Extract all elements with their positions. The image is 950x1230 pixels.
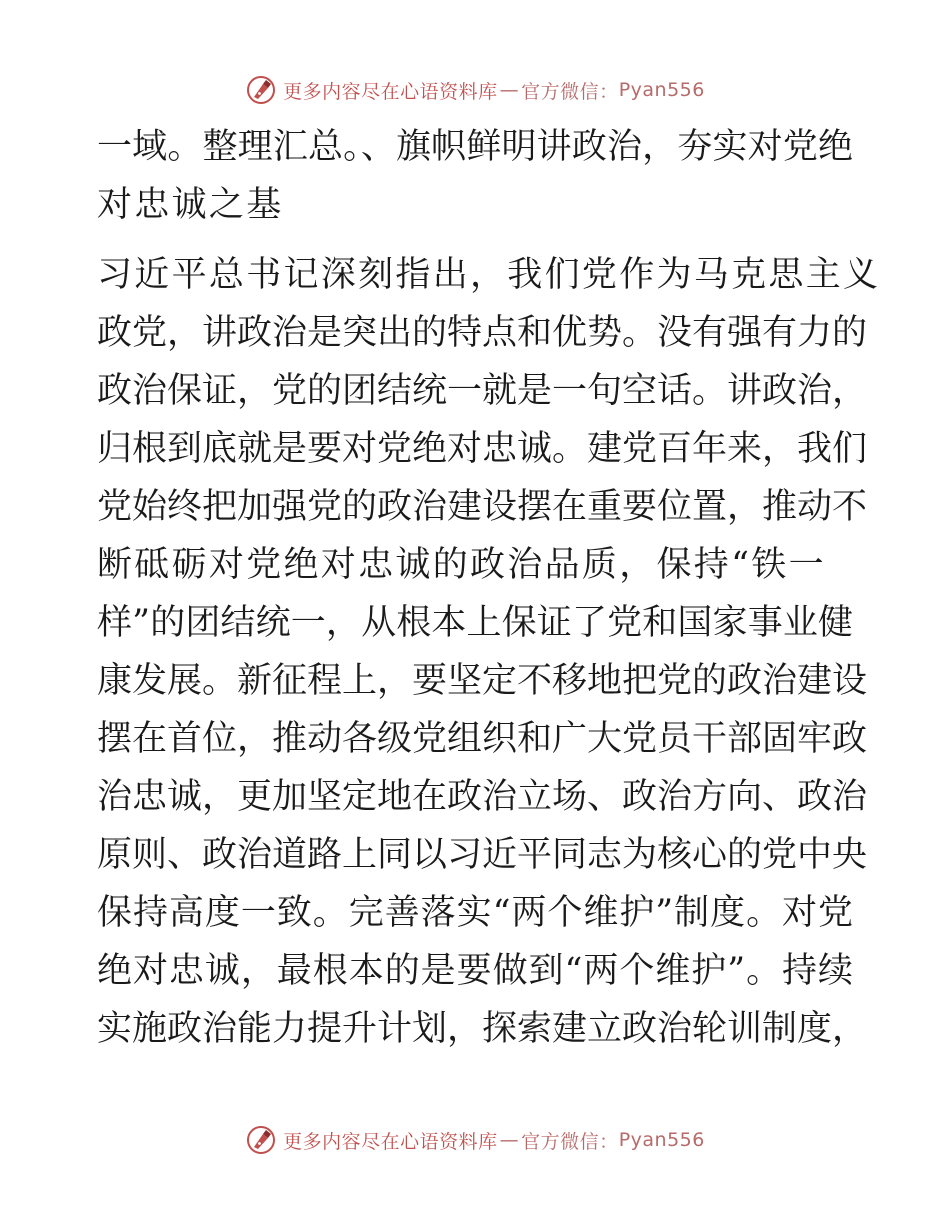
- heading-line: 一域。整理汇总。、旗帜鲜明讲政治，夯实对党绝: [97, 127, 853, 167]
- heading-line: 对忠诚之基: [97, 185, 284, 225]
- banner-wechat-id: Pyan556: [618, 79, 705, 101]
- banner-suffix: 官方微信：: [521, 80, 619, 103]
- pen-nib-logo-icon: [245, 74, 277, 106]
- banner-dash: —: [499, 1129, 520, 1151]
- body-line: 政治保证，党的团结统一就是一句空话。讲政治，: [97, 371, 868, 411]
- pen-nib-logo-icon: [245, 1124, 277, 1156]
- body-line: 原则、政治道路上同以习近平同志为核心的党中央: [97, 835, 868, 875]
- body-line: 党始终把加强党的政治建设摆在重要位置，推动不: [97, 487, 868, 527]
- body-line: 实施政治能力提升计划，探索建立政治轮训制度，: [97, 1009, 868, 1049]
- banner-dash: —: [499, 79, 520, 101]
- body-line: 样”的团结统一，从根本上保证了党和国家事业健: [97, 603, 853, 643]
- body-line: 康发展。新征程上，要坚定不移地把党的政治建设: [97, 661, 868, 701]
- body-line: 归根到底就是要对党绝对忠诚。建党百年来，我们: [97, 429, 868, 469]
- banner-suffix: 官方微信：: [521, 1130, 619, 1153]
- banner-brand-text: 更多内容尽在心语资料库: [283, 80, 498, 103]
- body-line: 政党，讲政治是突出的特点和优势。没有强有力的: [97, 313, 868, 353]
- paragraph-gap: [97, 234, 853, 246]
- body-line: 保持高度一致。完善落实“两个维护”制度。对党: [97, 893, 853, 933]
- body-line: 摆在首位，推动各级党组织和广大党员干部固牢政: [97, 719, 868, 759]
- body-line: 断砥砺对党绝对忠诚的政治品质，保持“铁一: [97, 545, 826, 585]
- document-body: [97, 118, 881, 1058]
- body-line: 习近平总书记深刻指出，我们党作为马克思主义: [97, 255, 881, 295]
- body-line: 治忠诚，更加坚定地在政治立场、政治方向、政治: [97, 777, 868, 817]
- body-line: 绝对忠诚，最根本的是要做到“两个维护”。持续: [97, 951, 853, 991]
- footer-watermark-banner: [0, 1120, 950, 1160]
- banner-brand-text: 更多内容尽在心语资料库: [283, 1130, 498, 1153]
- banner-wechat-id: Pyan556: [618, 1129, 705, 1151]
- header-watermark-banner: [0, 70, 950, 110]
